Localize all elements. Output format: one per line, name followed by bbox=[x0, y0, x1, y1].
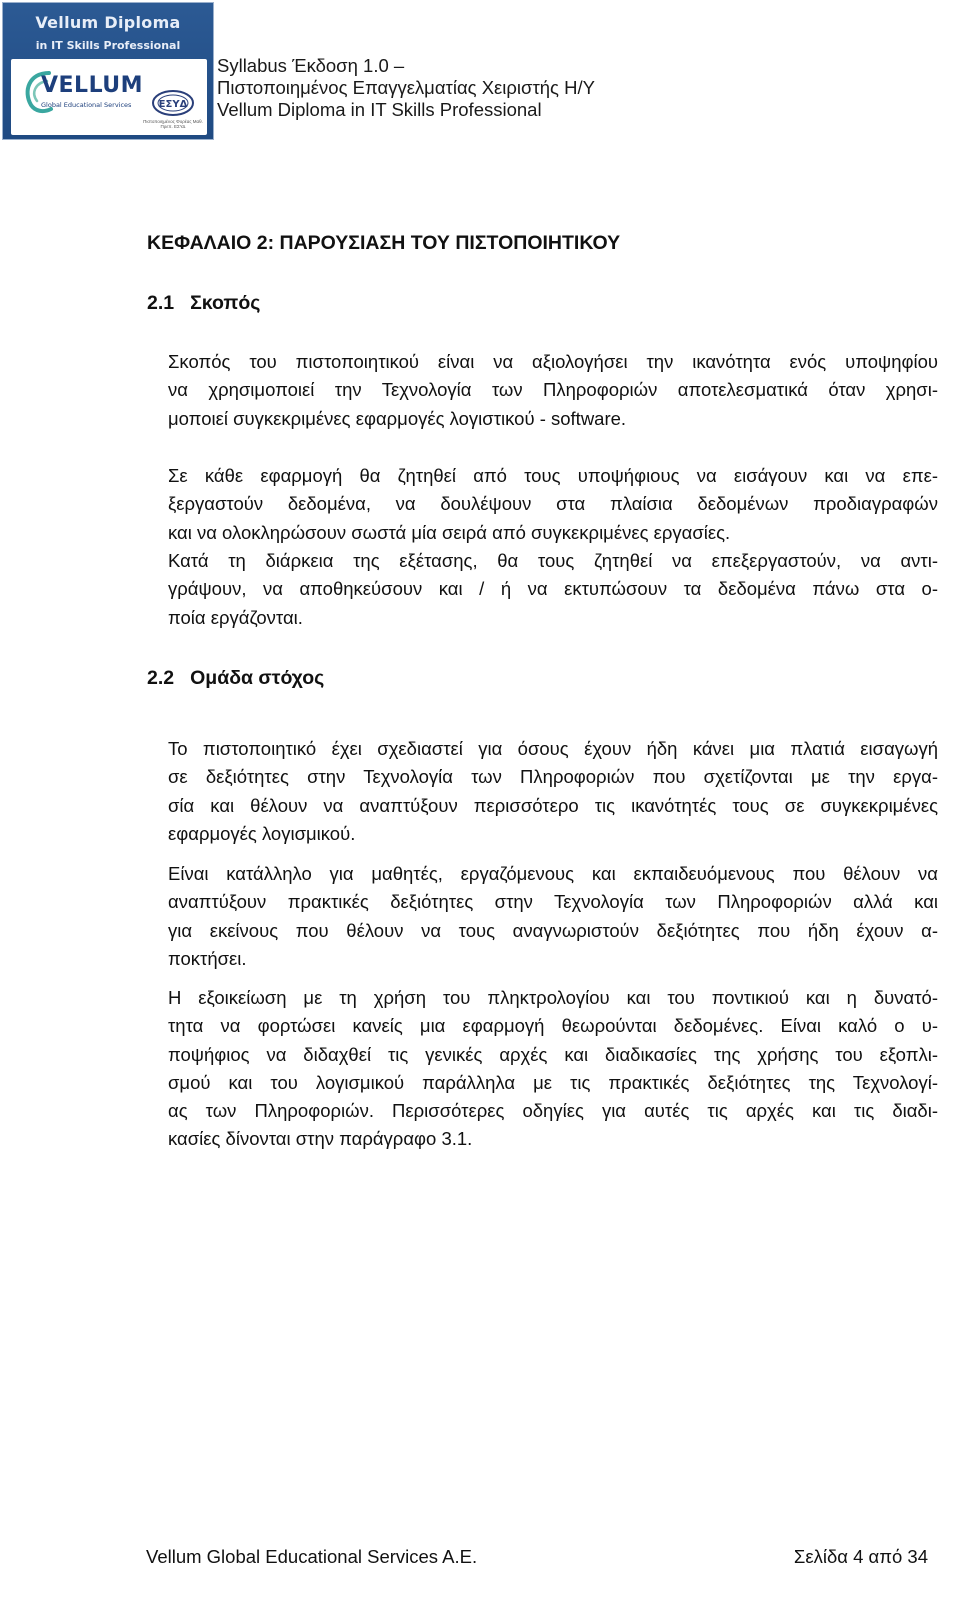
header-line-title: Πιστοποιημένος Επαγγελματίας Χειριστής Η/Υ bbox=[217, 77, 595, 98]
logo-title: Vellum Diploma bbox=[35, 13, 181, 32]
chapter-title: ΚΕΦΑΛΑΙΟ 2: ΠΑΡΟΥΣΙΑΣΗ ΤΟΥ ΠΙΣΤΟΠΟΙΗΤΙΚΟΥ bbox=[147, 232, 621, 254]
header-line-version: Syllabus Έκδοση 1.0 – bbox=[217, 55, 405, 76]
paragraph: Η εξοικείωση με τη χρήση του πληκτρολογίου και του ποντικιού και η δυνατό- τητα να φορτώσει κανείς μια εφαρμογή θεωρούνται δεδομένες. Είναι καλό ο υ- ποψήφιος να διδαχθεί τις γενικές αρχές και διαδικασίες της χρήσης του εξοπλι- σμού και του λογισμικού παράλληλα με τις πρακτικές δεξιότητες της Τεχνολογί- ας των Πληροφοριών. Περισσότερες οδηγίες για αυτές τις αρχές και τις διαδι- κασίες δίνονται στην παράγραφο 3.1. bbox=[168, 987, 938, 1150]
paragraph: Είναι κατάλληλο για μαθητές, εργαζόμενους και εκπαιδευόμενους που θέλουν να αναπτύξουν πρακτικές δεξιότητες στην Τεχνολογία των Πληροφοριών αλλά και για εκείνους που θέλουν να τους αναγνωριστούν δεξιότητες που ήδη έχουν α- ποκτήσει. bbox=[168, 863, 938, 969]
section-number: 2.2 bbox=[147, 667, 175, 689]
logo-panel bbox=[11, 59, 207, 135]
paragraph: Κατά τη διάρκεια της εξέτασης, θα τους ζητηθεί να επεξεργαστούν, να αντι- γράψουν, να αποθηκεύσουν και / ή να εκτυπώσουν τα δεδομένα πάνω στα ο- ποία εργάζονται. bbox=[168, 550, 938, 628]
paragraph: Σκοπός του πιστοποιητικού είναι να αξιολογήσει την ικανότητα ενός υποψηφίου να χρησιμοποιεί την Τεχνολογία των Πληροφοριών αποτελεσματικά όταν χρησι- μοποιεί συγκεκριμένες εφαρμογές λογιστικού - software. bbox=[168, 351, 938, 429]
seal-caption: Πιστοποιημένος Φορέας Μαθ. Πρεπ. ΕΣΥΔ bbox=[143, 119, 203, 129]
section-title: Ομάδα στόχος bbox=[190, 667, 325, 689]
document-header bbox=[217, 55, 595, 121]
logo-subtitle: in IT Skills Professional bbox=[35, 39, 181, 52]
section-number: 2.1 bbox=[147, 292, 175, 314]
footer-company: Vellum Global Educational Services A.E. bbox=[146, 1546, 478, 1567]
header-line-program: Vellum Diploma in IT Skills Professional bbox=[217, 99, 542, 120]
footer-page-number: Σελίδα 4 από 34 bbox=[793, 1546, 928, 1567]
logo-brand: VELLUM bbox=[41, 73, 144, 98]
section-heading-2-1 bbox=[147, 292, 260, 315]
paragraph: Το πιστοποιητικό έχει σχεδιαστεί για όσους έχουν ήδη κάνει μια πλατιά εισαγωγή σε δεξιότητες στην Τεχνολογία των Πληροφοριών που σχετίζονται με την εργα- σία και θέλουν να αναπτύξουν περισσότερο τις ικανότητές τους σε συγκεκριμένες εφαρμογές λογισμικού. bbox=[168, 738, 938, 844]
vellum-diploma-logo bbox=[2, 2, 214, 140]
paragraph: Σε κάθε εφαρμογή θα ζητηθεί από τους υποψήφιους να εισάγουν και να επε- ξεργαστούν δεδομένα, να δουλέψουν στα πλαίσια δεδομένων προδιαγραφών και να ολοκληρώσουν σωστά μία σειρά από συγκεκριμένες εργασίες. bbox=[168, 465, 938, 543]
section-heading-2-2 bbox=[147, 667, 324, 690]
esyd-seal-icon bbox=[151, 89, 195, 117]
seal-text: ΕΣΥΔ bbox=[158, 99, 188, 110]
section-title: Σκοπός bbox=[190, 292, 261, 314]
logo-tagline: Global Educational Services bbox=[41, 101, 132, 109]
